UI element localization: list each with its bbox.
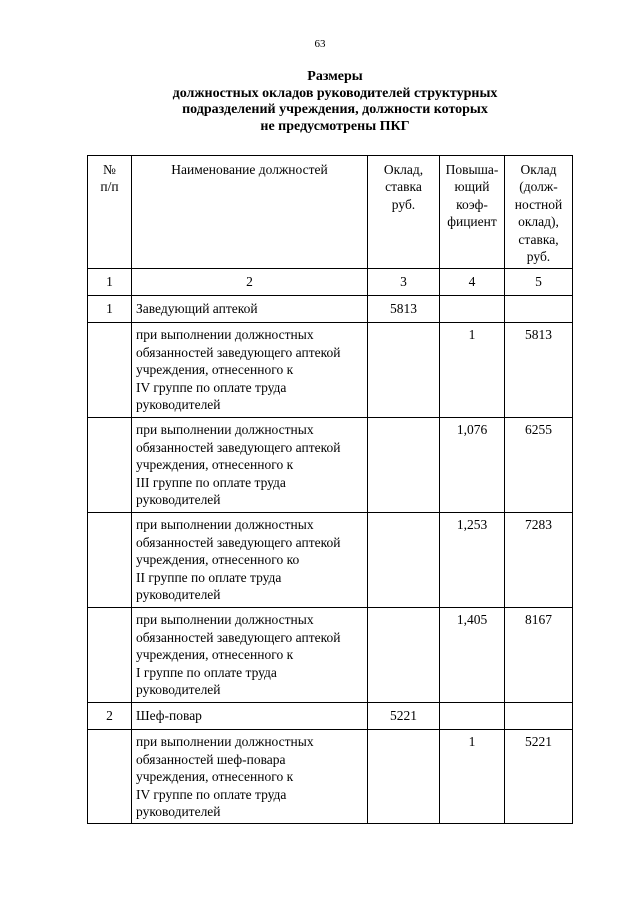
- position-name-line: руководителей: [136, 587, 221, 603]
- salary: 8167: [505, 608, 573, 703]
- page-number: 63: [314, 38, 326, 50]
- position-name-line: при выполнении должностных: [136, 517, 314, 533]
- position-name-line: I группе по оплате труда: [136, 664, 277, 680]
- position-row: [88, 296, 573, 323]
- column-number-row: [88, 269, 573, 296]
- header-line: коэф-: [456, 196, 488, 212]
- position-name-line: учреждения, отнесенного к: [136, 457, 294, 473]
- condition-row: [88, 608, 573, 703]
- position-name: [132, 608, 368, 703]
- header-base-salary: [368, 156, 440, 269]
- position-name-line: IV группе по оплате труда: [136, 379, 287, 395]
- salary: 6255: [505, 418, 573, 513]
- row-number: [88, 730, 132, 824]
- row-number: [88, 418, 132, 513]
- title-line: не предусмотрены ПКГ: [260, 118, 410, 134]
- base-salary: [368, 323, 440, 418]
- condition-row: [88, 323, 573, 418]
- position-name-line: обязанностей заведующего аптекой: [136, 534, 341, 550]
- column-number: 2: [132, 269, 368, 296]
- header-line: Оклад,: [383, 162, 424, 177]
- position-name: [132, 418, 368, 513]
- position-name-line: учреждения, отнесенного к: [136, 647, 294, 663]
- position-name-line: при выполнении должностных: [136, 612, 314, 628]
- coefficient: [440, 703, 505, 730]
- position-name-line: руководителей: [136, 492, 221, 508]
- salary: [505, 703, 573, 730]
- title-line: подразделений учреждения, должности которых: [182, 102, 488, 117]
- header-line: оклад),: [518, 214, 559, 230]
- salary: 7283: [505, 513, 573, 608]
- position-name-line: III группе по оплате труда: [136, 474, 286, 490]
- position-name-line: II группе по оплате труда: [136, 569, 282, 585]
- position-name-line: при выполнении должностных: [136, 327, 314, 343]
- position-name: [132, 513, 368, 608]
- position-name-line: руководителей: [136, 682, 221, 698]
- position-name-line: IV группе по оплате труда: [136, 786, 287, 802]
- coefficient: [440, 296, 505, 323]
- header-salary: [505, 156, 573, 269]
- title-line: должностных окладов руководителей структурных: [172, 85, 498, 101]
- header-line: ставка,: [518, 231, 559, 247]
- position-name-line: при выполнении должностных: [136, 734, 314, 750]
- row-number: [88, 608, 132, 703]
- salary-table: [87, 155, 573, 824]
- header-line: фициент: [447, 214, 497, 230]
- position-name: [132, 323, 368, 418]
- table-body: [88, 269, 573, 824]
- base-salary: 5221: [368, 703, 440, 730]
- header-coefficient: [440, 156, 505, 269]
- title-line: Размеры: [307, 69, 363, 84]
- column-number: 3: [368, 269, 440, 296]
- table-header-row: [88, 156, 573, 269]
- base-salary: [368, 608, 440, 703]
- condition-row: [88, 730, 573, 824]
- header-line: (долж-: [519, 179, 558, 195]
- position-name-line: при выполнении должностных: [136, 422, 314, 438]
- coefficient: 1: [440, 730, 505, 824]
- position-name-line: обязанностей заведующего аптекой: [136, 344, 341, 360]
- row-number: [88, 323, 132, 418]
- base-salary: [368, 730, 440, 824]
- position-name-line: руководителей: [136, 397, 221, 413]
- header-line: п/п: [100, 179, 119, 195]
- header-line: ющий: [454, 179, 490, 195]
- coefficient: 1,076: [440, 418, 505, 513]
- condition-row: [88, 513, 573, 608]
- position-name: [132, 296, 368, 323]
- salary: [505, 296, 573, 323]
- position-name-line: обязанностей заведующего аптекой: [136, 629, 341, 645]
- column-number: 4: [440, 269, 505, 296]
- position-name-line: руководителей: [136, 804, 221, 820]
- header-line: ностной: [514, 196, 563, 212]
- row-number: 1: [88, 296, 132, 323]
- position-name-line: учреждения, отнесенного к: [136, 769, 294, 785]
- header-line: ставка: [385, 179, 422, 195]
- header-line: №: [103, 162, 116, 177]
- position-name-line: Заведующий аптекой: [136, 301, 258, 317]
- column-number: 1: [88, 269, 132, 296]
- row-number: 2: [88, 703, 132, 730]
- header-line: Повыша-: [445, 162, 499, 177]
- document-title: [0, 69, 640, 135]
- position-name: [132, 703, 368, 730]
- coefficient: 1,253: [440, 513, 505, 608]
- position-name-line: учреждения, отнесенного ко: [136, 552, 300, 568]
- salary: 5813: [505, 323, 573, 418]
- base-salary: 5813: [368, 296, 440, 323]
- position-name-line: Шеф-повар: [136, 708, 202, 724]
- header-line: Оклад: [520, 162, 557, 177]
- header-position-name: [132, 156, 368, 269]
- header-line: Наименование должностей: [171, 162, 328, 177]
- header-line: руб.: [526, 249, 551, 265]
- column-number: 5: [505, 269, 573, 296]
- base-salary: [368, 418, 440, 513]
- condition-row: [88, 418, 573, 513]
- position-name: [132, 730, 368, 824]
- header-number: [88, 156, 132, 269]
- coefficient: 1,405: [440, 608, 505, 703]
- coefficient: 1: [440, 323, 505, 418]
- position-name-line: обязанностей заведующего аптекой: [136, 439, 341, 455]
- base-salary: [368, 513, 440, 608]
- salary: 5221: [505, 730, 573, 824]
- position-name-line: учреждения, отнесенного к: [136, 362, 294, 378]
- row-number: [88, 513, 132, 608]
- header-line: руб.: [391, 196, 416, 212]
- position-row: [88, 703, 573, 730]
- position-name-line: обязанностей шеф-повара: [136, 751, 286, 767]
